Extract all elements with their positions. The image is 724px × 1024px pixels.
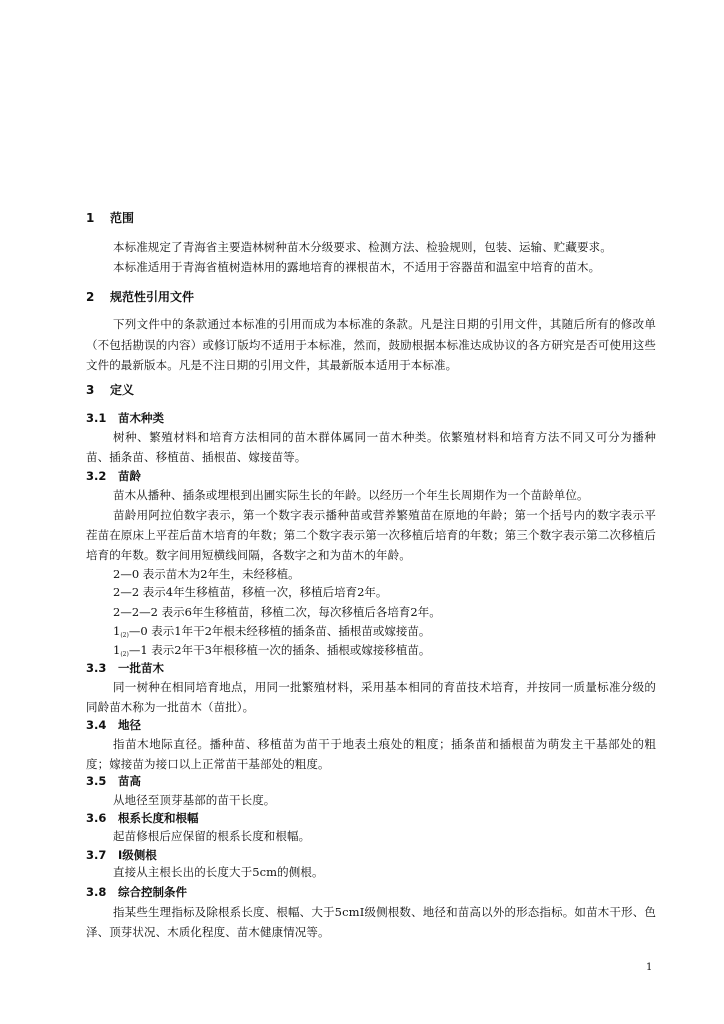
definition-text-3-6: 起苗修根后应保留的根系长度和根幅。 [113,829,311,843]
age-example-5-subscript: (2) [120,651,129,658]
definition-number: 3.8 [86,885,107,899]
definition-title: Ⅰ级侧根 [118,848,157,862]
definition-title: 地径 [118,718,141,732]
definition-text-3-8: 指某些生理指标及除根系长度、根幅、大于5cmⅠ级侧根数、地径和苗高以外的形态指标。如苗木干形、色泽、顶芽状况、木质化程度、苗木健康情况等。 [86,905,656,939]
definition-title: 综合控制条件 [118,885,187,899]
normative-paragraph: 下列文件中的条款通过本标准的引用而成为本标准的条款。凡是注日期的引用文件，其随后所有的修改单（不包括勘误的内容）或修订版均不适用于本标准，然而，鼓励根据本标准达成协议的各方研究是否可使用这些文件的最新版本。凡是不注日期的引用文件，其最新版本适用于本标准。 [86,317,656,372]
definition-title: 根系长度和根幅 [118,811,199,825]
scope-paragraph-1: 本标准规定了青海省主要造林树种苗木分级要求、检测方法、检验规则，包装、运输、贮藏要求。 [113,240,612,254]
age-example-2: 2—2 表示4年生移植苗，移植一次，移植后培育2年。 [113,585,388,599]
definition-heading-3-7 [86,847,157,863]
age-example-4 [113,623,430,644]
definition-heading-3-5 [86,773,141,789]
definition-title: 苗高 [118,774,141,788]
definition-number: 3.5 [86,774,107,788]
definition-title: 苗龄 [118,469,141,483]
definition-text-3-2b: 苗龄用阿拉伯数字表示，第一个数字表示播种苗或营养繁殖苗在原地的年龄；第一个括号内的数字表示平茬苗在原床上平茬后苗木培育的年数；第二个数字表示第一次移植后培育的年数；第三个数字表示第二次移植后培育的年数。数字间用短横线间隔，各数字之和为苗木的年龄。 [86,508,656,562]
section-title: 范围 [110,211,135,225]
age-example-4-lead: 1 [113,624,121,638]
age-example-3: 2—2—2 表示6年生移植苗，移植二次，每次移植后各培育2年。 [113,605,441,619]
definition-heading-3-4 [86,717,141,733]
definition-number: 3.4 [86,718,107,732]
definition-text-3-2a: 苗木从播种、插条或埋根到出圃实际生长的年龄。以经历一个年生长周期作为一个苗龄单位。 [113,488,589,502]
definition-title: 苗木种类 [118,411,164,425]
definition-text-3-5: 从地径至顶芽基部的苗干长度。 [113,793,276,807]
definition-text-3-1: 树种、繁殖材料和培育方法相同的苗木群体属同一苗木种类。依繁殖材料和培育方法不同又可分为播种苗、插条苗、移植苗、插根苗、嫁接苗等。 [86,430,656,464]
scope-paragraph-2: 本标准适用于青海省植树造林用的露地培育的裸根苗木，不适用于容器苗和温室中培育的苗木。 [113,260,601,274]
section-heading-definitions [86,382,134,398]
section-number: 1 [86,211,95,225]
definition-text-3-4: 指苗木地际直径。播种苗、移植苗为苗干于地表土痕处的粗度；插条苗和插根苗为萌发主干基部处的粗度；嫁接苗为接口以上正常苗干基部处的粗度。 [86,737,656,771]
age-example-4-subscript: (2) [120,632,129,639]
definition-number: 3.7 [86,848,107,862]
definition-number: 3.6 [86,811,107,825]
page-number: 1 [646,962,653,973]
definition-heading-3-1 [86,410,164,426]
definition-heading-3-2 [86,468,141,484]
definition-title: 一批苗木 [118,661,164,675]
definition-number: 3.1 [86,411,107,425]
section-number: 3 [86,383,95,397]
age-example-5-lead: 1 [113,643,121,657]
section-number: 2 [86,290,95,304]
definition-number: 3.3 [86,661,107,675]
definition-text-3-7: 直接从主根长出的长度大于5cm的侧根。 [113,865,324,879]
definition-heading-3-3 [86,660,164,676]
age-example-1: 2—0 表示苗木为2年生，未经移植。 [113,567,300,581]
section-title: 规范性引用文件 [110,290,195,304]
section-heading-scope [86,210,134,226]
definition-heading-3-6 [86,810,199,826]
age-example-5-text: —1 表示2年干3年根移植一次的插条、插根或嫁接移植苗。 [128,643,431,657]
definition-text-3-3: 同一树种在相同培育地点，用同一批繁殖材料，采用基本相同的育苗技术培育，并按同一质量标准分级的同龄苗木称为一批苗木（苗批）。 [86,680,656,714]
section-title: 定义 [110,383,135,397]
section-heading-normative [86,289,194,305]
definition-heading-3-8 [86,884,187,900]
age-example-4-text: —0 表示1年干2年根未经移植的插条苗、插根苗或嫁接苗。 [128,624,431,638]
definition-number: 3.2 [86,469,107,483]
